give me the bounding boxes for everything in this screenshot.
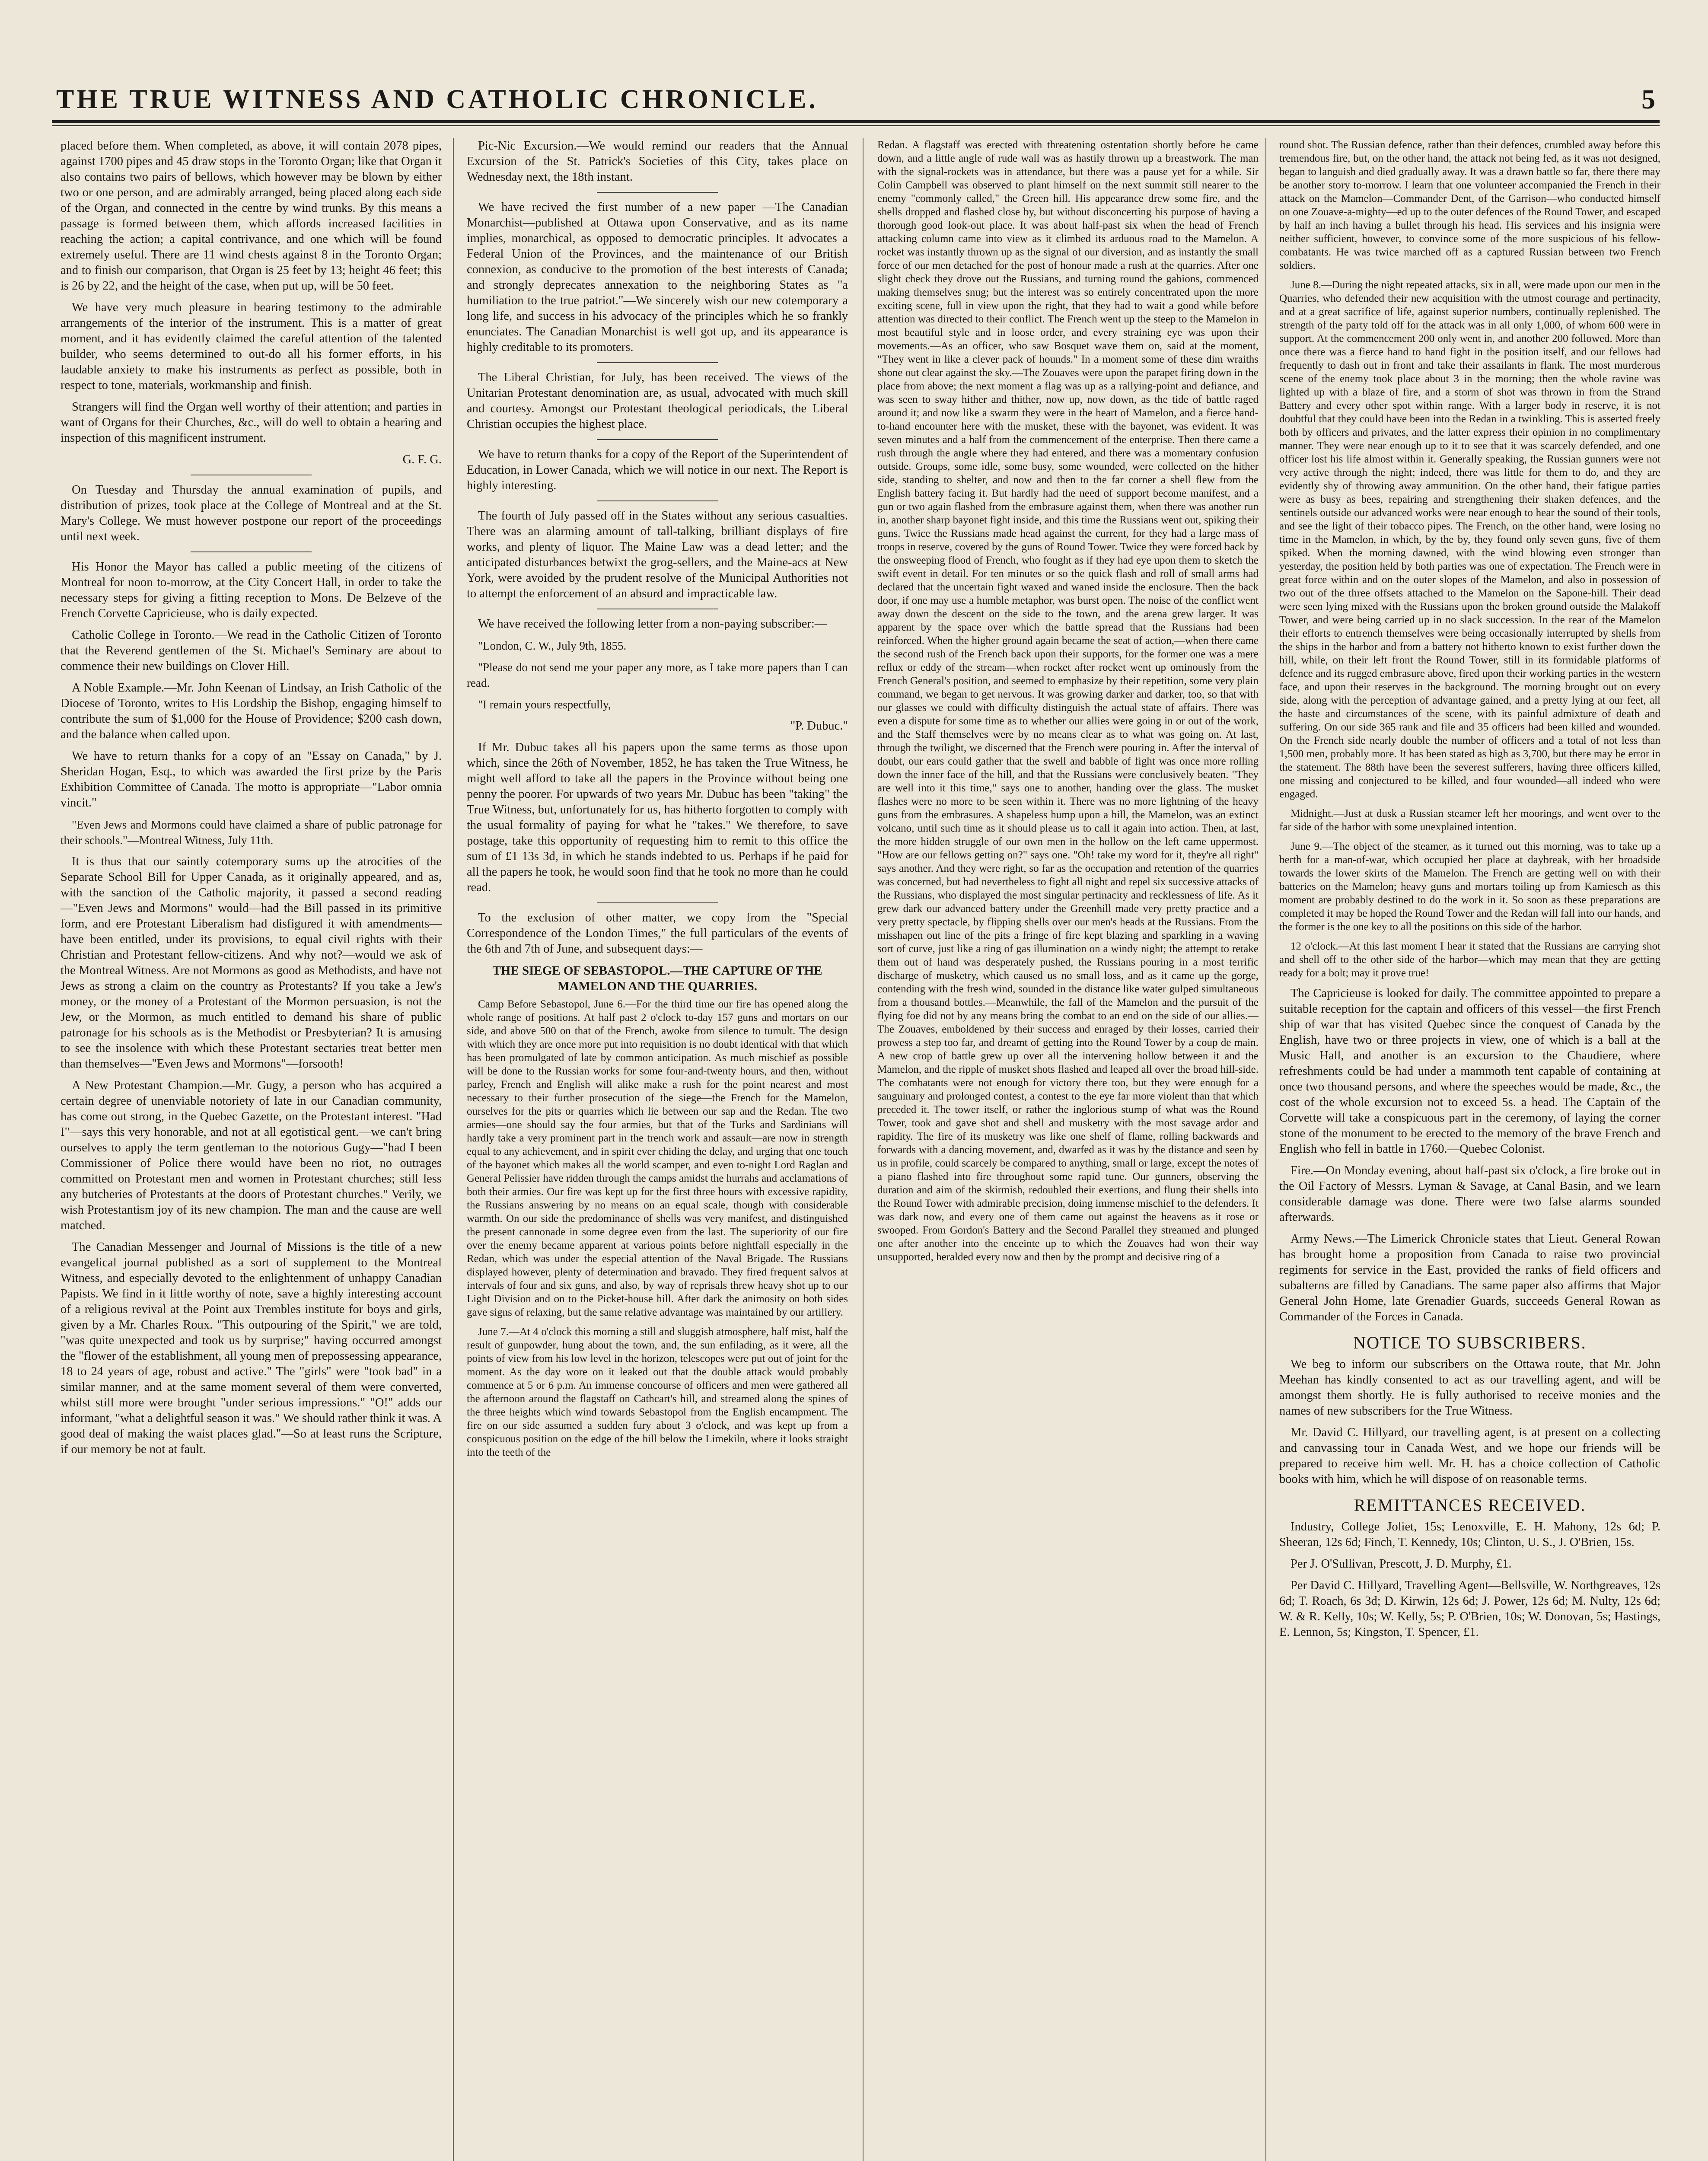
separator (597, 500, 718, 501)
article-organ-2: We have very much pleasure in bearing testimony to the admirable arrangements of the interior of the instrument. This is a matter of great moment, and it has evidently claimed the careful attention of the talented builder, who seems determined to out-do all his former efforts, in his laudable anxiety to make his instruments as perfect as possible, both in respect to tone, materials, workmanship and finish. (61, 301, 442, 392)
article-siege-1: Camp Before Sebastopol, June 6.—For the third time our fire has opened along the whole range of positions. At half past 2 o'clock to-day 157 guns and mortars on our side, and above 500 on that of the French, awoke from silence to tumult. The design with which they are once more put into requisition is no doubt identical with that which has been promulgated of late by common anticipation. As much mischief as possible will be done to the Russian works for some four-and-twenty hours, and then, without parley, French and English will alike make a rush for the point nearest and most necessary to their further prosecution of the siege—the French for the Mamelon, ourselves for the pits or quarries which lie between our sap and the Redan. The two armies—one should say the four armies, but that of the Turks and Sardinians will hardly take a very prominent part in the trench work and assault—are now in strength equal to any achievement, and in spirit ever chiding the delay, and urging that one touch of the bayonet which makes all the world scamper, and even to-night Lord Raglan and General Pelissier have ridden through the camps amidst the hurrahs and acclamations of both their armies. Our fire was kept up for the first three hours with excessive rapidity, the Russians answering by no means on an equal scale, though with considerable warmth. On our side the predominance of shells was very manifest, and distinguished the present cannonade in some degree even from the last. The superiority of our fire over the enemy became apparent at various points before nightfall especially in the Redan, which was under the especial attention of the Naval Brigade. The Russians displayed however, plenty of determination and bravado. They fired frequent salvos at intervals of four and six guns, and also, by way of reprisals threw heavy shot up to our Light Division and on to the Picket-house hill. After dark the animosity on both sides gave signs of relaxing, but the same relative advantage was maintained by our artillery. (467, 998, 848, 1318)
article-capricieuse: The Capricieuse is looked for daily. The committee appointed to prepare a suitable reception for the captain and officers of this vessel—the first French ship of war that has visited Quebec since the conquest of Canada by the English, have two or three projects in view, one of which is a ball at the Music Hall, and another is an excursion to the Chaudiere, where refreshments could be had under a mammoth tent capable of containing at once two thousand persons, and where the speeches would be made, &c., the cost of the whole excursion not to exceed 5s. a head. The Captain of the Corvette will take a conspicuous part in the ceremony, of laying the corner stone of the monument to be erected to the memory of the brave French and English who fell in battle in 1760.—Quebec Colonist. (1279, 987, 1660, 1156)
letter-signature: "P. Dubuc." (790, 719, 848, 733)
article-picnic: Pic-Nic Excursion.—We would remind our readers that the Annual Excursion of the St. Patrick's Societies of this City, takes place on Wednesday next, the 18th instant. (467, 139, 848, 184)
article-exam: On Tuesday and Thursday the annual examination of pupils, and distribution of prizes, took place at the College of Montreal and at the St. Mary's College. We must however postpone our report of the proceedings until next week. (61, 483, 442, 543)
article-messenger: The Canadian Messenger and Journal of Missions is the title of a new evangelical journal published as a sort of supplement to the Montreal Witness, and especially devoted to the enlightenment of unhappy Canadian Papists. We find in it little worthy of note, save a highly interesting account of a religious revival at the Point aux Trembles institute for boys and girls, given by a Mr. Charles Roux. "This outpouring of the Spirit," we are told, "was quite unexpected and took us by surprise;" having occurred amongst the "flower of the establishment, all young men of prepossessing appearance, 18 to 24 years of age, robust and active." The "girls" were "took bad" in a similar manner, and at the same moment several of them were converted, whilst still more were brought "under serious impressions." "O!" adds our informant, "what a delightful season it was." We should rather think it was. A good deal of making the waist places glad."—So at least runs the Scripture, if our memory be not at fault. (61, 1240, 442, 1456)
column-2 (467, 138, 848, 2161)
article-june-8: June 8.—During the night repeated attacks, six in all, were made upon our men in the Quarries, who defended their new acquisition with the utmost courage and pertinacity, and at a great sacrifice of life, against superior numbers, continually replenished. The strength of the party told off for the attack was in all only 1,000, of whom 600 were in support. At the commencement 200 only went in, and another 200 followed. More than once there was a fierce hand to hand fight in the position itself, and our fellows had frequently to dash out in front and take their assailants in flank. The most murderous scene of the enemy took place about 3 in the morning; then the whole ravine was lighted up with a blaze of fire, and a storm of shot was thrown in from the Strand Battery and every other spot within range. With a larger body in reserve, it is not doubtful that they could have been into the Redan in a twinkling. This is asserted freely both by officers and privates, and the latter express their opinion in no complimentary manner. They were near enough up to it to see that it was scarcely defended, and one officer lost his life almost within it. Generally speaking, the Russian gunners were not very active through the night; indeed, there was little for them to do, and they are evidently shy of throwing away ammunition. On the other hand, their fatigue parties were as busy as bees, repairing and strengthening their shaken defences, and the sentinels outside our advanced works were near enough to hear the sound of their tools, and see the light of their tobacco pipes. The French, on the other hand, were losing no time in the Mamelon, in which, by the by, they found only seven guns, five of them spiked. When the morning dawned, with the wind blowing even stronger than yesterday, the position held by both parties was one of expectation. The French were in great force within and on the outer slopes of the Mamelon, and also in possession of two out of the three offsets attached to the Mamelon on the Sapone-hill. Their dead were seen lying mixed with the Russians upon the broken ground outside the Malakoff Tower, and were being carried up in no slack succession. In the rear of the Mamelon their efforts to entrench themselves were being occasionally interrupted by shells from the ships in the harbor and from a battery not hitherto known to exist further down the hill, while, on their left front the Round Tower, still in its formidable platforms of defence and its rugged embrasure above, fired upon their working parties in the western face, and upon their reserves in the background. The morning brought out on every side, along with the perception of advantage gained, and a pretty lying at our feet, all the haste and circumstances of the scene, with its painful admixture of death and suffering. On our side 365 rank and file and 35 officers had been killed and wounded. On the French side nearly double the number of officers and a total of not less than 1,500 men, probably more. It has been stated as high as 3,700, but there may be error in the statement. The 88th have been the severest sufferers, having three officers killed, one missing and conjectured to be killed, and four wounded—all indeed who were engaged. (1279, 279, 1660, 800)
article-college: Catholic College in Toronto.—We read in the Catholic Citizen of Toronto that the Reverend gentlemen of the St. Michael's Seminary are about to commence their new buildings on Clover Hill. (61, 628, 442, 673)
article-education: We have to return thanks for a copy of the Report of the Superintendent of Education, in Lower Canada, which we will notice in our next. The Report is highly interesting. (467, 448, 848, 492)
article-june-9: June 9.—The object of the steamer, as it turned out this morning, was to take up a berth for a man-of-war, which occupied her place at daybreak, with her broadside towards the lower skirts of the Mamelon. The French are getting well on with their batteries on the Mamelon; heavy guns and mortars toiling up from Kamiesch as this moment are probably destined to do the work in it. So soon as these preparations are completed it may be hoped the Round Tower and the Redan will fall into our hands, and the former is the one key to all the positions on this side of the harbor. (1279, 841, 1660, 933)
column-divider (1265, 138, 1266, 2161)
notice-1: We beg to inform our subscribers on the Ottawa route, that Mr. John Meehan has kindly consented to act as our travelling agent, and will be amongst them shortly. He is fully authorised to receive monies and the names of new subscribers for the True Witness. (1279, 1358, 1660, 1418)
column-4 (1279, 138, 1660, 2161)
article-fire: Fire.—On Monday evening, about half-past six o'clock, a fire broke out in the Oil Factory of Messrs. Lyman & Savage, at Canal Basin, and we learn considerable damage was done. There were two false alarms sounded afterwards. (1279, 1164, 1660, 1224)
letter-close: "I remain yours respectfully, (478, 698, 611, 711)
separator (597, 192, 718, 193)
masthead-title: THE TRUE WITNESS AND CATHOLIC CHRONICLE. (56, 84, 818, 114)
article-organ-signature: G. F. G. (402, 453, 442, 466)
article-liberal: The Liberal Christian, for July, has been received. The views of the Unitarian Protestant denomination are, as usual, advocated with much skill and courtesy. Amongst our Protestant theological periodicals, the Liberal Christian occupies the highest place. (467, 371, 848, 431)
masthead-rule (52, 120, 1660, 123)
article-dubuc: If Mr. Dubuc takes all his papers upon the same terms as those upon which, since the 26th of November, 1852, he has taken the True Witness, he might well afford to take all the papers in the Province without being one penny the poorer. For upwards of two years Mr. Dubuc has been "taking" the True Witness, but, unfortunately for us, has hitherto forgotten to comply with the usual formality of paying for what he "takes." We therefore, to save postage, take this opportunity of requesting him to remit to this office the sum of £1 13s 3d, in which he stands indebted to us. Perhaps if he paid for all the papers he took, he would soon find that he took no more than he could read. (467, 741, 848, 894)
article-organ: placed before them. When completed, as above, it will contain 2078 pipes, against 1700 pipes and 45 draw stops in the Toronto Organ; like that Organ it also contains two pairs of bellows, which however may be blown by either two or one person, and are admirably arranged, being placed along each side of the Organ, and connected in the centre by wind trunks. By this means a passage is formed between them, which affords increased facilities in reaching the action; a capital contrivance, and one which will be found extremely useful. There are 11 wind chests against 8 in the Toronto Organ; and to finish our comparison, that Organ is 25 feet by 13; height 46 feet; this is 26 by 22, and the height of the case, when put up, will be 50 feet. (61, 139, 442, 293)
article-noble: A Noble Example.—Mr. John Keenan of Lindsay, an Irish Catholic of the Diocese of Toronto, writes to His Lordship the Bishop, engaging himself to contribute the sum of $1,000 for the House of Providence; $200 cash down, and the balance when called upon. (61, 681, 442, 741)
article-monarchist: We have recived the first number of a new paper —The Canadian Monarchist—published at Ottawa upon Conservative, and as its name implies, monarchical, as opposed to democratic principles. It advocates a Federal Union of the Provinces, and the maintenance of our British connexion, as conducive to the promotion of the best interests of Canada; and strongly deprecates annexation to the neighboring States as "a humiliation to the true patriot."—We sincerely wish our new cotemporary a long life, and success in his advocacy of the principles which he so frankly enunciates. The Canadian Monarchist is well got up, and its appearance is highly creditable to its promoters. (467, 201, 848, 354)
letter-intro: We have received the following letter from a non-paying subscriber:— (478, 617, 827, 631)
separator (597, 362, 718, 363)
article-siege-2: June 7.—At 4 o'clock this morning a still and sluggish atmosphere, half mist, half the result of gunpowder, hung about the town, and, the sun enfilading, as it were, all the points of view from his low level in the horizon, telescopes were put out of joint for the moment. As the day wore on it leaked out that the double attack would probably commence at 5 or 6 p.m. An immense concourse of officers and men were gathered all the afternoon around the flagstaff on Cathcart's hill, and streamed along the spines of the three heights which wind towards Sebastopol from the English encampment. The fire on our side assumed a sudden fury about 3 o'clock, and was kept up from a conspicuous position on the edge of the hill below the Limekiln, where it looks straight into the teeth of the (467, 1326, 848, 1458)
separator (597, 439, 718, 440)
article-siege-4: round shot. The Russian defence, rather than their defences, crumbled away before this tremendous fire, but, on the other hand, the attack not being fed, as it was not designed, began to languish and died gradually away. It was a drawn battle so far, there there may be another story to-morrow. I learn that one volunteer accompanied the French in their attack on the Mamelon—Commander Dent, of the Garrison—who conducted himself on one Zouave-a-mighty—ed up to the outer defences of the Round Tower, and escaped by half an inch having a bullet through his head. His services and his insignia were neither sufficient, however, to convince some of the more suspicious of his fellow-combatants. He was twice marched off as a captured Russian between two French soldiers. (1279, 139, 1660, 271)
article-fourth: The fourth of July passed off in the States without any serious casualties. There was an alarming amount of tall-talking, brilliant displays of fire works, and plenty of liquor. The Maine Law was a dead letter; and the anticipated disturbances betwixt the grog-sellers, and the Maine-acs at New York, were avoided by the prudent resolve of the Municipal Authorities not to attempt the enforcement of an absurd and impracticable law. (467, 509, 848, 600)
remittances-3: Per David C. Hillyard, Travelling Agent—Bellsville, W. Northgreaves, 12s 6d; T. Roach, 6s 3d; D. Kirwin, 12s 6d; J. Power, 12s 6d; M. Nulty, 12s 6d; W. & R. Kelly, 10s; W. Kelly, 5s; P. O'Brien, 10s; W. Donovan, 5s; Hastings, E. Lennon, 5s; Kingston, T. Spencer, £1. (1279, 1579, 1660, 1639)
masthead-rule-thin (52, 125, 1660, 126)
article-army: Army News.—The Limerick Chronicle states that Lieut. General Rowan has brought home a proposition from Canada to raise two provincial regiments for service in the East, provided the ranks of field officers and subalterns are filled by Canadians. The same paper also affirms that Major General John Home, late Grenadier Guards, succeeds General Rowan as Commander of the Forces in Canada. (1279, 1232, 1660, 1323)
separator (597, 902, 718, 903)
article-mayor: His Honor the Mayor has called a public meeting of the citizens of Montreal for noon to-morrow, at the City Concert Hall, in order to take the necessary steps for giving a fitting reception to Mons. De Belzeve of the French Corvette Capricieuse, who is daily expected. (61, 560, 442, 620)
remittances-2: Per J. O'Sullivan, Prescott, J. D. Murphy, £1. (1291, 1557, 1512, 1571)
notice-2: Mr. David C. Hillyard, our travelling agent, is at present on a collecting and canvassing tour in Canada West, and we hope our friends will be prepared to receive him well. Mr. H. has a choice collection of Catholic books with him, which he will dispose of on reasonable terms. (1279, 1426, 1660, 1486)
article-midnight: Midnight.—Just at dusk a Russian steamer left her moorings, and went over to the far side of the harbor with some unexplained intention. (1279, 808, 1660, 833)
article-siege-3: Redan. A flagstaff was erected with threatening ostentation shortly before he came down, and a little angle of rude wall was as hastily thrown up a breastwork. The man with the signal-rockets was in attendance, but there was a pause yet for a while. Sir Colin Campbell was observed to plant himself on the next summit still nearer to the enemy "commonly called," the Green hill. His appearance drew some fire, and the shells dropped and flashed close by, but without disconcerting his purpose of having a thorough good look-out place. It was about half-past six when the head of French attacking column came into view as it climbed its arduous road to the Mamelon. A rocket was instantly thrown up as the signal of our diversion, and as instantly the small force of our men detached for the post of honour made a rush at the quarries. After one slight check they drove out the Russians, and turning round the gabions, commenced making themselves snug; but the interest was so entirely concentrated upon the more exciting scene, full in view upon the right, that they had to wait a good while before attention was directed to their conflict. The French went up the steep to the Mamelon in most beautiful style and in loose order, and every straining eye was upon their movements.—As an officer, who saw Bosquet wave them on, said at the moment, "They went in like a clever pack of hounds." In a moment some of these dim wraiths shone out clear against the sky.—The Zouaves were upon the parapet firing down in the place from above; the next moment a flag was up as a rallying-point and defiance, and was seen to sway hither and thither, now up, now down, as the tide of battle raged around it; and now like a swarm they were in the heart of Mamelon, and a fierce hand-to-hand encounter here with the musket, these with the bayonet, was evident. It was seven minutes and a half from the commencement of the enterprise. Then there came a rush through the angle where they had entered, and there was a momentary confusion outside. Groups, some idle, some busy, some wounded, were collected on the hither side, standing to shelter, and now and then to the far corner a shell flew from the English battery facing it. But hardly had the need of support become manifest, and a gun or two again flashed from the embrasure against them, when there was another run in, another sharp bayonet fight inside, and this time the Russians went out, spiking their guns. Twice the Russians made head against the current, for they had a large mass of troops in reserve, covered by the guns of Round Tower. Twice they were forced back by the onsweeping flood of French, who fought as if they had eye upon them to sketch the swift event in detail. For ten minutes or so the quick flash and roll of small arms had declared that the uncertain fight waxed and waned inside the enclosure. Then the back door, if one may use a humble metaphor, was burst open. The noise of the conflict went away down the descent on the side to the town, and the arena grew larger. It was apparent by the space over which the battle spread that the Russians had been reinforced. When the higher ground again became the seat of action,—when there came the second rush of the French back upon their supports, for the former one was a mere reflux or eddy of the stream—when rocket after rocket went up ominously from the French General's position, and seemed to emphasize by their repetition, some very plain command, we began to get nervous. It was growing darker and darker, too, so that with our glasses we could with difficulty distinguish the actual state of affairs. There was even a dispute for some time as to whether our allies were going in or out of the work, and the Staff themselves were by no means clear as to what was going on. At last, through the twilight, we discerned that the French were pouring in. After the interval of doubt, our ears could gather that the swell and babble of fight was once more rolling down the inner face of the hill, and that the Russians were conclusively beaten. "They are well into it this time," says one to another, handing over the glass. The musket flashes were no more to be seen within it. There was no more lightning of the heavy guns from the embrasures. A shapeless hump upon a hill, the Mamelon, was an extinct volcano, until such time as it should please us to call it again into action. Then, at last, the more hidden struggle of our own men in the hollow on the left came uppermost. "How are our fellows getting on?" says one. "Oh! take my word for it, they're all right" says another. And they were right, so far as the occupation and retention of the quarries was concerned, but had nevertheless to fight all night and repel six successive attacks of the Russians, who displayed the most singular pertinacity and recklessness of life. As it grew dark our advanced battery under the Greenhill made very pretty practice and a very pretty spectacle, by flipping shells over our men's heads at the Russians. From the misshapen out line of the pits a fringe of fire kept blazing and sparkling in a waving sort of curve, just like a ring of gas illumination on a windy night; the attempt to retake them out of hand was desperately pushed, the Russians pouring in a most terrific discharge of musketry, which caused us no small loss, and as it came up the gorge, contending with the fresh wind, sounded in the distance like water gulped simultaneous from a thousand bottles.—Meanwhile, the fall of the Mamelon and the pursuit of the flying foe did not by any means bring the combat to an end on the side of our allies.—The Zouaves, emboldened by their success and enraged by their losses, carried their prowess a step too far, and dreamt of getting into the Round Tower by a coup de main. A new crop of battle grew up over all the intervening hollow between it and the Mamelon, and the ripple of musket shots flashed and leaped all over the broad hill-side. The combatants were not enough for victory there too, but they were enough for a sanguinary and prolonged contest, a contest to the eye far more violent than that which preceded it. The tower itself, or rather the inglorious stump of what was the Round Tower, took and gave shot and shell and musketry with the most savage ardor and rapidity. The fire of its musketry was like one shelf of flame, rolling backwards and forwards with a dancing movement, and, dwarfed as it was by the distance and seen by us in profile, could scarcely be compared to anything, small or large, except the notes of a piano flashed into fire throughout some rapid tune. Our gunners, observing the duration and aim of the skirmish, redoubled their exertions, and flung their shells into the Round Tower with admirable precision, doing immense mischief to the defenders. It was dark now, and every one of them came out against the heavens as it rose or swooped. From Gordon's Battery and the Second Parallel they streamed and plunged one after another into the enceinte up to which the Zouaves had won their way unsupported, heralded every now and then by the prompt and decisive ring of a (877, 139, 1259, 1263)
headline-siege: THE SIEGE OF SEBASTOPOL.—THE CAPTURE OF THE MAMELON AND THE QUARRIES. (492, 964, 822, 993)
column-divider (863, 138, 864, 2161)
article-exclusion: To the exclusion of other matter, we copy from the "Special Correspondence of the London Times," the full particulars of the events of the 6th and 7th of June, and subsequent days:— (467, 911, 848, 956)
article-jews: It is thus that our saintly cotemporary sums up the atrocities of the Separate School Bill for Upper Canada, as it originally appeared, and as, with the sanction of the Catholic majority, it passed a second reading—"Even Jews and Mormons" would—had the Bill passed in its primitive form, and ere Protestant Liberalism had disfigured it with amendments—have been entitled, under its provisions, to equal civil rights with their Christian and Protestant fellow-citizens. And why not?—would we ask of the Montreal Witness. Are not Mormons as good as Methodists, and have not Jews as strong a claim on the country as Protestants? If you take a Jew's money, or the money of a Protestant of the Mormon persuasion, is not the Jew, or the Mormon, as much entitled to demand his share of public patronage for his schools as is the Methodist or Presbyterian? It is amusing to see the insolence with which these Protestant sectaries treat better men than themselves—"Even Jews and Mormons"—forsooth! (61, 855, 442, 1071)
separator (191, 551, 312, 552)
masthead (56, 82, 1655, 117)
column-divider (453, 138, 454, 2161)
article-essay: We have to return thanks for a copy of an "Essay on Canada," by J. Sheridan Hogan, Esq., to which was awarded the first prize by the Paris Exhibition Committee of Canada. The motto is appropriate—"Labor omnia vincit." (61, 749, 442, 810)
letter-body: "Please do not send me your paper any more, as I take more papers than I can read. (467, 661, 848, 689)
remittances-1: Industry, College Joliet, 15s; Lenoxville, E. H. Mahony, 12s 6d; P. Sheeran, 12s 6d; Finch, T. Kennedy, 10s; Clinton, U. S., J. O'Brien, 15s. (1279, 1520, 1660, 1549)
article-jews-quote: "Even Jews and Mormons could have claimed a share of public patronage for their schools."—Montreal Witness, July 11th. (61, 818, 442, 847)
column-3 (877, 138, 1259, 2161)
letter-date: "London, C. W., July 9th, 1855. (478, 639, 627, 652)
headline-remittances: REMITTANCES RECEIVED. (1354, 1495, 1586, 1515)
article-12-oclock: 12 o'clock.—At this last moment I hear it stated that the Russians are carrying shot and shell off to the other side of the harbor—which may mean that they are getting ready for a bolt; may it prove true! (1279, 940, 1660, 979)
headline-notice: NOTICE TO SUBSCRIBERS. (1353, 1333, 1587, 1352)
column-1 (61, 138, 442, 2161)
article-organ-3: Strangers will find the Organ well worthy of their attention; and parties in want of Organs for their Churches, &c., will do well to obtain a hearing and inspection of this magnificent instrument. (61, 400, 442, 445)
article-champion: A New Protestant Champion.—Mr. Gugy, a person who has acquired a certain degree of unenviable notoriety of late in our Canadian community, has come out strong, in the Quebec Gazette, on the Protestant interest. "Had I"—says this very honorable, and not at all egotistical gent.—we can't bring ourselves to apply the term gentleman to the notorious Gugy—"had I been Commissioner of Police there would have been no riot, no outrages committed on Protestant men and women in Protestant churches; still less any butcheries of Protestants at the doors of Protestant churches." Verily, we wish Protestantism joy of its new champion. The man and the cause are well matched. (61, 1079, 442, 1232)
page-number: 5 (1641, 84, 1655, 115)
